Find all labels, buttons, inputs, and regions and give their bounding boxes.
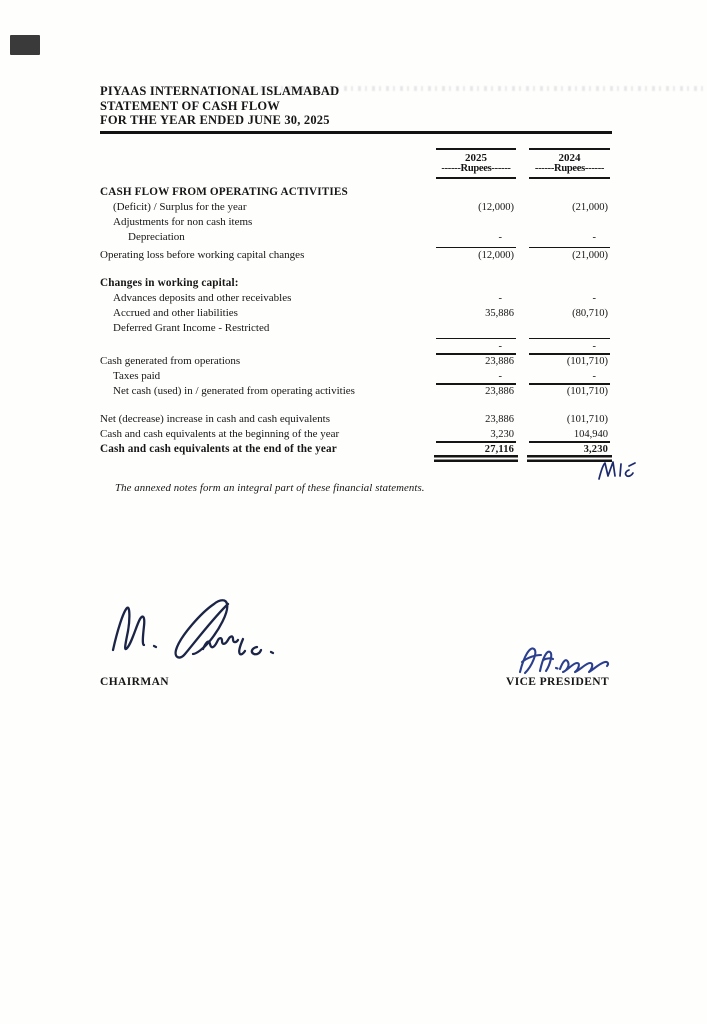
- period-line: FOR THE YEAR ENDED JUNE 30, 2025: [100, 113, 330, 127]
- statement-rows: [100, 185, 610, 457]
- table-row: [100, 200, 610, 215]
- value-2025: 3,230: [436, 427, 516, 442]
- table-row: [100, 384, 610, 399]
- table-row: [100, 369, 610, 384]
- row-label: Net cash (used) in / generated from operating activities: [113, 385, 355, 397]
- table-row: [100, 215, 610, 230]
- year-column-2025: 2025: [436, 148, 516, 163]
- table-row: [100, 354, 610, 369]
- table-row: [100, 248, 610, 263]
- value-2024: -: [529, 369, 610, 384]
- value-2025: 23,886: [485, 356, 514, 367]
- value-2024: [529, 321, 610, 336]
- row-label: Operating loss before working capital changes: [100, 249, 305, 261]
- value-2025: -: [498, 232, 502, 243]
- row-label: Changes in working capital:: [100, 277, 239, 289]
- handwritten-initials: [595, 457, 637, 490]
- chairman-label: CHAIRMAN: [100, 676, 169, 688]
- currency-unit-2024: ------Rupees------: [529, 163, 610, 179]
- table-row: [100, 230, 610, 245]
- value-2024: (21,000): [572, 202, 608, 213]
- table-row: [100, 276, 610, 291]
- value-2025: -: [436, 339, 516, 354]
- year-column-2024: 2024: [529, 148, 610, 163]
- table-row: [100, 339, 610, 354]
- row-label: Deferred Grant Income - Restricted: [113, 322, 270, 334]
- scan-corner-artifact: [10, 35, 40, 55]
- table-row: [100, 291, 610, 306]
- row-label: Depreciation: [128, 231, 185, 243]
- column-header-spacer: [100, 148, 436, 163]
- value-2025: -: [498, 293, 502, 304]
- row-label: Cash generated from operations: [100, 355, 241, 367]
- vice-president-signature-icon: [510, 641, 618, 681]
- table-row: [100, 442, 610, 457]
- table-row: [100, 185, 610, 200]
- value-2024: (101,710): [566, 386, 608, 397]
- row-spacer: [100, 263, 610, 276]
- row-label: (Deficit) / Surplus for the year: [113, 201, 247, 213]
- value-2024: 104,940: [529, 427, 610, 442]
- table-row: [100, 412, 610, 427]
- row-label: Accrued and other liabilities: [113, 307, 238, 319]
- document-title-block: [100, 84, 612, 134]
- value-2024: (101,710): [566, 414, 608, 425]
- annexed-notes-line: The annexed notes form an integral part of these financial statements.: [115, 482, 425, 494]
- value-2025: 35,886: [485, 308, 514, 319]
- currency-unit-2025: ------Rupees------: [436, 163, 516, 179]
- value-2024: (101,710): [566, 356, 608, 367]
- value-2025: 23,886: [485, 414, 514, 425]
- value-2024: [529, 215, 610, 230]
- row-label: Adjustments for non cash items: [113, 216, 253, 228]
- title-rule: [100, 131, 612, 134]
- column-headers: [100, 148, 610, 179]
- table-row: [100, 427, 610, 442]
- value-2024: -: [529, 339, 610, 354]
- value-2024: -: [592, 232, 596, 243]
- row-label: CASH FLOW FROM OPERATING ACTIVITIES: [100, 186, 348, 198]
- value-2025: [436, 276, 516, 291]
- column-header-spacer: [100, 163, 436, 179]
- value-2025: -: [436, 369, 516, 384]
- value-2025: 23,886: [485, 386, 514, 397]
- row-label: Cash and cash equivalents at the end of the year: [100, 443, 337, 455]
- row-label: Advances deposits and other receivables: [113, 292, 292, 304]
- row-label: Cash and cash equivalents at the beginning of the year: [100, 428, 340, 440]
- value-2024: (21,000): [529, 248, 610, 263]
- organization-name: PIYAAS INTERNATIONAL ISLAMABAD: [100, 84, 340, 98]
- handwritten-initials-icon: [595, 457, 637, 485]
- row-label: [100, 339, 436, 354]
- value-2025: [436, 321, 516, 336]
- value-2024: [529, 185, 610, 200]
- row-label: Taxes paid: [113, 370, 161, 382]
- value-2024: (80,710): [572, 308, 608, 319]
- row-spacer: [100, 399, 610, 412]
- value-2025: (12,000): [478, 202, 514, 213]
- value-2024: 3,230: [529, 442, 610, 457]
- value-2024: -: [592, 293, 596, 304]
- chairman-signature: [103, 596, 321, 675]
- vice-president-label: VICE PRESIDENT: [506, 676, 610, 688]
- table-row: [100, 306, 610, 321]
- value-2025: 27,116: [436, 442, 516, 457]
- statement-title: STATEMENT OF CASH FLOW: [100, 98, 281, 113]
- chairman-signature-icon: [103, 596, 321, 670]
- value-2025: [436, 185, 516, 200]
- value-2024: [529, 276, 610, 291]
- row-label: Net (decrease) increase in cash and cash equivalents: [100, 413, 330, 425]
- value-2025: [436, 215, 516, 230]
- table-row: [100, 321, 610, 336]
- value-2025: (12,000): [436, 248, 516, 263]
